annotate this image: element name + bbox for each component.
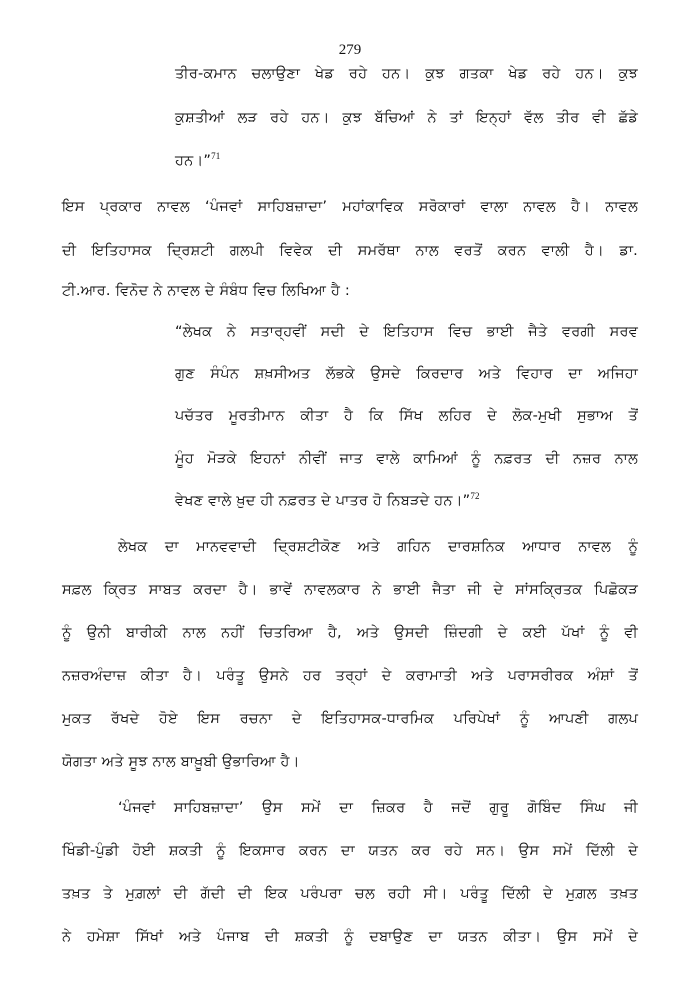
quote-2-line-2: ਗੁਣ ਸੰਪੰਨ ਸ਼ਖ਼ਸੀਅਤ ਲੱਭਕੇ ਉਸਦੇ ਕਿਰਦਾਰ ਅਤੇ ਵਿਹਾਰ ਦਾ ਅਜਿਹਾ	[175, 366, 638, 382]
paragraph-3-line-1: ‘ਪੰਜਵਾਂ ਸਾਹਿਬਜ਼ਾਦਾ’ ਉਸ ਸਮੇਂ ਦਾ ਜ਼ਿਕਰ ਹੈ ਜਦੋਂ ਗੁਰੂ ਗੋਬਿੰਦ ਸਿੰਘ ਜੀ	[118, 800, 638, 816]
quote-2-line-5	[175, 491, 480, 511]
paragraph-1-line-2: ਦੀ ਇਤਿਹਾਸਕ ਦ੍ਰਿਸ਼ਟੀ ਗਲਪੀ ਵਿਵੇਕ ਦੀ ਸਮਰੱਥਾ ਨਾਲ ਵਰਤੋਂ ਕਰਨ ਵਾਲੀ ਹੈ। ਡਾ.	[62, 243, 638, 259]
quote-1-line-3	[175, 151, 220, 171]
paragraph-3-line-2: ਖਿੰਡੀ-ਪੁੰਡੀ ਹੋਈ ਸ਼ਕਤੀ ਨੂੰ ਇਕਸਾਰ ਕਰਨ ਦਾ ਯਤਨ ਕਰ ਰਹੇ ਸਨ। ਉਸ ਸਮੇਂ ਦਿੱਲੀ ਦੇ	[62, 843, 638, 859]
paragraph-2-line-5: ਮੁਕਤ ਰੱਖਦੇ ਹੋਏ ਇਸ ਰਚਨਾ ਦੇ ਇਤਿਹਾਸਕ-ਧਾਰਮਿਕ ਪਰਿਪੇਖਾਂ ਨੂੰ ਆਪਣੀ ਗਲਪ	[62, 711, 638, 727]
paragraph-2-line-6: ਯੋਗਤਾ ਅਤੇ ਸੂਝ ਨਾਲ ਬਾਖ਼ੂਬੀ ਉਭਾਰਿਆ ਹੈ।	[62, 754, 300, 770]
paragraph-2-line-4: ਨਜ਼ਰਅੰਦਾਜ਼ ਕੀਤਾ ਹੈ। ਪਰੰਤੂ ਉਸਨੇ ਹਰ ਤਰ੍ਹਾਂ ਦੇ ਕਰਾਮਾਤੀ ਅਤੇ ਪਰਾਸਰੀਰਕ ਅੰਸ਼ਾਂ ਤੋਂ	[62, 668, 638, 684]
quote-2-line-5-text: ਵੇਖਣ ਵਾਲੇ ਖ਼ੁਦ ਹੀ ਨਫ਼ਰਤ ਦੇ ਪਾਤਰ ਹੋ ਨਿਬੜਦੇ ਹਨ।”	[175, 493, 471, 509]
quote-2-line-4: ਮੂੰਹ ਮੋੜਕੇ ਇਹਨਾਂ ਨੀਵੀਂ ਜਾਤ ਵਾਲੇ ਕਾਮਿਆਂ ਨੂੰ ਨਫ਼ਰਤ ਦੀ ਨਜ਼ਰ ਨਾਲ	[175, 451, 638, 467]
footnote-ref-72: 72	[470, 491, 480, 502]
quote-1-line-1: ਤੀਰ-ਕਮਾਨ ਚਲਾਉਣਾ ਖੇਡ ਰਹੇ ਹਨ। ਕੁਝ ਗਤਕਾ ਖੇਡ ਰਹੇ ਹਨ। ਕੁਝ	[175, 66, 638, 82]
paragraph-3-line-4: ਨੇ ਹਮੇਸ਼ਾ ਸਿੱਖਾਂ ਅਤੇ ਪੰਜਾਬ ਦੀ ਸ਼ਕਤੀ ਨੂੰ ਦਬਾਉਣ ਦਾ ਯਤਨ ਕੀਤਾ। ਉਸ ਸਮੇਂ ਦੇ	[62, 929, 638, 945]
quote-2-line-3: ਪਚੱਤਰ ਮੂਰਤੀਮਾਨ ਕੀਤਾ ਹੈ ਕਿ ਸਿੱਖ ਲਹਿਰ ਦੇ ਲੋਕ-ਮੁਖੀ ਸੁਭਾਅ ਤੋਂ	[175, 408, 638, 424]
quote-1-line-2: ਕੁਸ਼ਤੀਆਂ ਲੜ ਰਹੇ ਹਨ। ਕੁਝ ਬੱਚਿਆਂ ਨੇ ਤਾਂ ਇਨ੍ਹਾਂ ਵੱਲ ਤੀਰ ਵੀ ਛੱਡੇ	[175, 110, 638, 126]
paragraph-2-line-3: ਨੂੰ ਉਨੀ ਬਾਰੀਕੀ ਨਾਲ ਨਹੀਂ ਚਿਤਰਿਆ ਹੈ, ਅਤੇ ਉਸਦੀ ਜ਼ਿੰਦਗੀ ਦੇ ਕਈ ਪੱਖਾਂ ਨੂੰ ਵੀ	[62, 625, 638, 641]
paragraph-2-line-1: ਲੇਖਕ ਦਾ ਮਾਨਵਵਾਦੀ ਦ੍ਰਿਸ਼ਟੀਕੋਣ ਅਤੇ ਗਹਿਨ ਦਾਰਸ਼ਨਿਕ ਆਧਾਰ ਨਾਵਲ ਨੂੰ	[118, 539, 638, 555]
paragraph-3-line-3: ਤਖ਼ਤ ਤੇ ਮੁਗ਼ਲਾਂ ਦੀ ਗੱਦੀ ਦੀ ਇਕ ਪਰੰਪਰਾ ਚਲ ਰਹੀ ਸੀ। ਪਰੰਤੂ ਦਿੱਲੀ ਦੇ ਮੁਗ਼ਲ ਤਖ਼ਤ	[62, 886, 638, 902]
page-number: 279	[338, 42, 362, 58]
footnote-ref-71: 71	[211, 151, 221, 162]
quote-2-line-1: “ਲੇਖਕ ਨੇ ਸਤਾਰ੍ਹਵੀਂ ਸਦੀ ਦੇ ਇਤਿਹਾਸ ਵਿਚ ਭਾਈ ਜੈਤੇ ਵਰਗੀ ਸਰਵ	[175, 324, 638, 340]
paragraph-1-line-1: ਇਸ ਪ੍ਰਕਾਰ ਨਾਵਲ ‘ਪੰਜਵਾਂ ਸਾਹਿਬਜ਼ਾਦਾ’ ਮਹਾਂਕਾਵਿਕ ਸਰੋਕਾਰਾਂ ਵਾਲਾ ਨਾਵਲ ਹੈ। ਨਾਵਲ	[62, 199, 638, 215]
paragraph-1-line-3: ਟੀ.ਆਰ. ਵਿਨੋਦ ਨੇ ਨਾਵਲ ਦੇ ਸੰਬੰਧ ਵਿਚ ਲਿਖਿਆ ਹੈ :	[62, 283, 350, 299]
quote-1-line-3-text: ਹਨ।”	[175, 153, 212, 169]
paragraph-2-line-2: ਸਫ਼ਲ ਕ੍ਰਿਤ ਸਾਬਤ ਕਰਦਾ ਹੈ। ਭਾਵੇਂ ਨਾਵਲਕਾਰ ਨੇ ਭਾਈ ਜੈਤਾ ਜੀ ਦੇ ਸਾਂਸਕ੍ਰਿਤਕ ਪਿਛੋਕੜ	[62, 582, 638, 598]
